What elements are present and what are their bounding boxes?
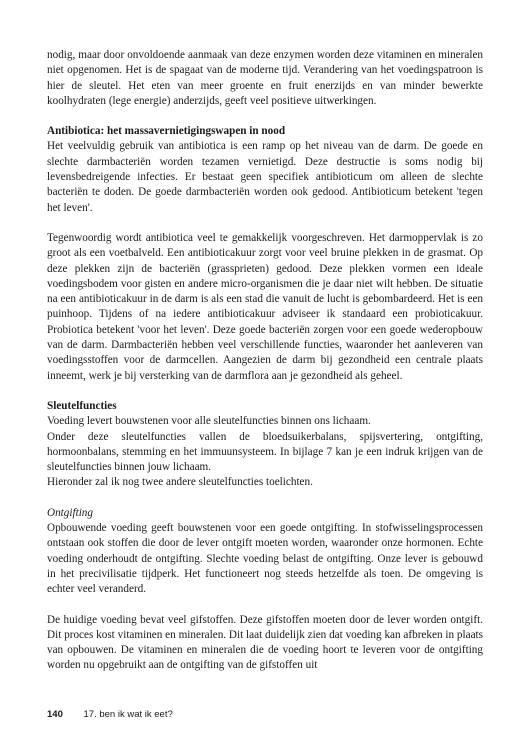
ontgifting-paragraph-2: De huidige voeding bevat veel gifstoffen. Deze gifstoffen moeten door de lever worden ontgift. Dit proces kost vitaminen en mineralen. Dit laat duidelijk zien dat voeding kan afbreken in plaats van opbouwen. De vitaminen en mineralen die de voeding hoort te leveren voor de ontgifting worden nu opgebruikt aan de ontgifting van de gifstoffen uit: [47, 613, 483, 672]
antibiotica-paragraph-1: Het veelvuldig gebruik van antibiotica is een ramp op het niveau van de darm. De goede en slechte darmbacteriën worden tezamen vernietigd. Deze destructie is soms nodig bij levensbedreigende infecties. Er bestaat geen specifiek antibioticum om alleen de slechte bacteriën te doden. De goede darmbacteriën worden ook gedood. Antibioticum betekent 'tegen het leven'.: [47, 140, 483, 214]
sleutelfuncties-paragraph-1: Voeding levert bouwstenen voor alle sleutelfuncties binnen ons lichaam.: [47, 415, 371, 428]
ontgifting-paragraph-1: Opbouwende voeding geeft bouwstenen voor een goede ontgifting. In stofwisselingsprocessen ontstaan ook stoffen die door de lever ontgift moeten worden, waaronder onze hormonen. Echte voeding onderhoudt de ontgifting. Slechte voeding belast de ontgifting. Onze lever is gebouwd in het precivilisatie tijdperk. Het functioneert nog steeds hetzelfde als toen. De omgeving is echter veel veranderd.: [47, 522, 483, 596]
section-heading-antibiotica: Antibiotica: het massavernietigingswapen in nood: [47, 125, 286, 138]
subheading-ontgifting: Ontgifting: [47, 506, 93, 519]
page-body: [47, 48, 483, 674]
intro-paragraph: nodig, maar door onvoldoende aanmaak van deze enzymen worden deze vitaminen en mineralen niet opgenomen. Het is de spagaat van de moderne tijd. Verandering van het voedingspatroon is hier de sleutel. Het eten van meer groente en fruit enerzijds en van minder bewerkte koolhydraten (lege energie) anderzijds, geeft veel positieve uitwerkingen.: [47, 49, 483, 107]
chapter-title: 17. ben ik wat ik eet?: [83, 709, 173, 720]
section-heading-sleutelfuncties: Sleutelfuncties: [47, 399, 117, 412]
page-footer: [47, 707, 173, 722]
antibiotica-paragraph-2: Tegenwoordig wordt antibiotica veel te gemakkelijk voorgeschreven. Het darmoppervlak is zo groot als een voetbalveld. Een antibioticakuur zorgt voor veel bruine plekken in de grasmat. Op deze plekken zijn de bacteriën (grassprieten) gedood. Deze plekken vormen een ideale voedingsbodem voor gisten en andere micro-organismen die je daar niet wilt hebben. De situatie na een antibioticakuur in de darm is als een stad die vanuit de lucht is gebombardeerd. Het is een puinhoop. Tijdens of na iedere antibioticakuur adviseer ik standaard een probioticakuur. Probiotica betekent 'voor het leven'. Deze goede bacteriën zorgen voor een goede wederopbouw van de darm. Darmbacteriën hebben veel verschillende functies, waaronder het aanleveren van voedingsstoffen voor de darmcellen. Aangezien de darm bij gezondheid een centrale plaats inneemt, werk je bij versterking van de darmflora aan je gezondheid als geheel.: [47, 231, 483, 382]
sleutelfuncties-paragraph-2: Onder deze sleutelfuncties vallen de bloedsuikerbalans, spijsvertering, ontgifting, hormoonbalans, stemming en het immuunsysteem. In bijlage 7 kan je een indruk krijgen van de sleutelfuncties binnen jouw lichaam.: [47, 430, 483, 474]
sleutelfuncties-paragraph-3: Hieronder zal ik nog twee andere sleutelfuncties toelichten.: [47, 476, 313, 489]
page-number: 140: [47, 709, 63, 720]
